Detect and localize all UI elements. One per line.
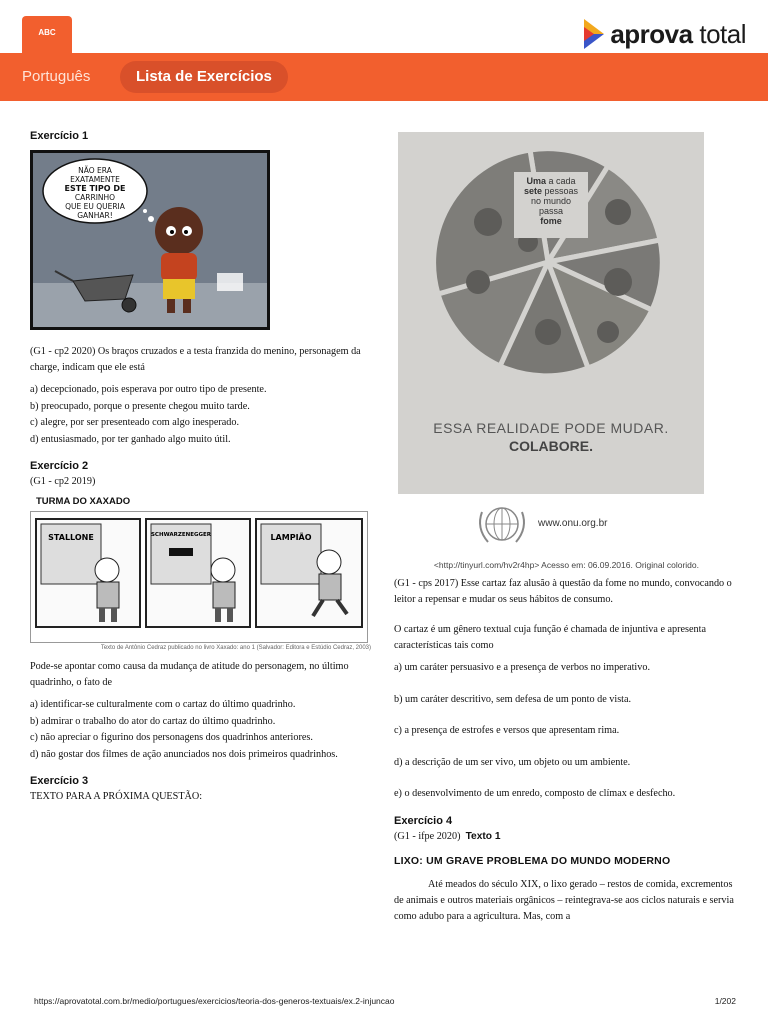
option-c: c) alegre, por ser presenteado com algo inesperado. — [30, 417, 240, 428]
exercise-1-charge-image — [30, 150, 270, 330]
onu-poster-image — [398, 132, 704, 494]
charge-illustration — [33, 153, 267, 327]
option-b: b) um caráter descritivo, sem defesa de um ponto de vista. — [394, 693, 632, 705]
option-a: a) um caráter persuasivo e a presença de verbos no imperativo. — [394, 662, 650, 673]
left-column — [30, 130, 375, 811]
svg-text:QUE EU QUERIA: QUE EU QUERIA — [65, 202, 125, 211]
svg-text:EXATAMENTE: EXATAMENTE — [70, 175, 120, 184]
poster-call-to-action: COLABORE. — [509, 438, 593, 454]
page-footer — [34, 996, 736, 1006]
option-a: a) decepcionado, pois esperava por outro tipo de presente. — [30, 384, 267, 395]
option-e: e) o desenvolvimento de um enredo, composto de clímax e desfecho. — [394, 788, 676, 799]
exercise-1-options — [30, 382, 375, 448]
option-b: b) admirar o trabalho do ator do cartaz do último quadrinho. — [30, 715, 276, 727]
top-bar — [0, 0, 768, 53]
onu-url: www.onu.org.br — [538, 518, 608, 529]
poster-stallone: STALLONE — [48, 533, 94, 542]
svg-text:GANHAR!: GANHAR! — [77, 211, 113, 220]
comic-caption: Texto de Antônio Cedraz publicado no livro Xaxado: ano 1 (Salvador: Editora e Estúdio Cedraz, 2003) — [100, 645, 371, 651]
exercise-4-heading: LIXO: UM GRAVE PROBLEMA DO MUNDO MODERNO — [394, 854, 671, 867]
un-emblem-icon — [474, 500, 530, 550]
svg-text:ESTE TIPO DE: ESTE TIPO DE — [64, 184, 126, 193]
abc-badge: ABC — [22, 16, 72, 53]
nav-tab-exercises[interactable]: Lista de Exercícios — [120, 61, 288, 93]
exercise-2-options — [30, 697, 375, 763]
exercise-3-title: Exercício 3 — [30, 775, 89, 787]
exercise-2-question: Pode-se apontar como causa da mudança de atitude do personagem, no último quadrinho, o fato de — [30, 661, 349, 688]
nav-subject-link[interactable]: Português — [22, 68, 91, 85]
onu-footer-band — [398, 494, 704, 556]
poster-slogan: ESSA REALIDADE PODE MUDAR. — [433, 420, 669, 436]
comic-title: TURMA DO XAXADO — [36, 496, 131, 507]
poster-lampiao: LAMPIÃO — [270, 533, 312, 542]
svg-text:CARRINHO: CARRINHO — [74, 193, 116, 202]
option-c: c) não apreciar o figurino dos personagens dos quadrinhos anteriores. — [30, 732, 313, 743]
option-b: b) preocupado, porque o presente chegou muito tarde. — [30, 400, 250, 412]
logo-mark-icon — [584, 19, 604, 49]
exercise-2-source: (G1 - cp2 2019) — [30, 476, 96, 487]
logo-text: aprova total — [610, 18, 746, 49]
comic-panel-1 — [35, 518, 141, 628]
option-d: d) a descrição de um ser vivo, um objeto ou um ambiente. — [394, 756, 631, 768]
option-d: d) não gostar dos filmes de ação anunciados nos dois primeiros quadrinhos. — [30, 748, 338, 760]
page-number: 1/202 — [714, 996, 736, 1006]
poster-caption: Uma a cada sete pessoas no mundo passa fome — [523, 176, 579, 226]
exercise-4-title: Exercício 4 — [394, 814, 453, 827]
exercise-3-intro: TEXTO PARA A PRÓXIMA QUESTÃO: — [30, 791, 203, 802]
nav-bar — [0, 53, 768, 101]
exercise-3-options — [394, 660, 739, 803]
comic-panel-3 — [255, 518, 363, 628]
exercise-2-title: Exercício 2 — [30, 460, 89, 472]
poster-source: <http://tinyurl.com/hv2r4hp> Acesso em: 06.09.2016. Original colorido. — [433, 560, 699, 570]
option-a: a) identificar-se culturalmente com o cartaz do último quadrinho. — [30, 699, 296, 710]
exercise-3-question-2: O cartaz é um gênero textual cuja função é chamada de injuntiva e apresenta características tais como — [394, 624, 706, 651]
exercise-2-comic-strip — [30, 511, 368, 643]
exercise-1-title: Exercício 1 — [30, 130, 89, 142]
option-c: c) a presença de estrofes e versos que apresentam rima. — [394, 725, 620, 736]
exercise-1-question: (G1 - cp2 2020) Os braços cruzados e a testa franzida do menino, personagem da charge, indicam que ele está — [30, 346, 361, 373]
option-d: d) entusiasmado, por ter ganhado algo muito útil. — [30, 433, 231, 445]
exercise-4-paragraph: Até meados do século XIX, o lixo gerado – restos de comida, excrementos de animais e outros materiais orgânicos – reintegrava-se aos ciclos naturais e servia como adubo para a agricultura. Mas, com a — [394, 878, 734, 922]
poster-schwarzenegger: SCHWARZENEGGER — [150, 532, 212, 538]
comic-panel-2 — [145, 518, 251, 628]
right-column — [394, 132, 739, 931]
exercise-4-source: (G1 - ifpe 2020) Texto 1 — [394, 830, 501, 842]
aprova-total-logo[interactable] — [584, 17, 746, 51]
svg-text:NÃO ERA: NÃO ERA — [78, 166, 112, 175]
exercise-3-question: (G1 - cps 2017) Esse cartaz faz alusão à questão da fome no mundo, convocando o leitor a repensar e mudar os seus hábitos de consumo. — [394, 578, 732, 605]
footer-url[interactable]: https://aprovatotal.com.br/medio/portugues/exercicios/teoria-dos-generos-textuais/ex.2-injuncao — [34, 996, 395, 1006]
